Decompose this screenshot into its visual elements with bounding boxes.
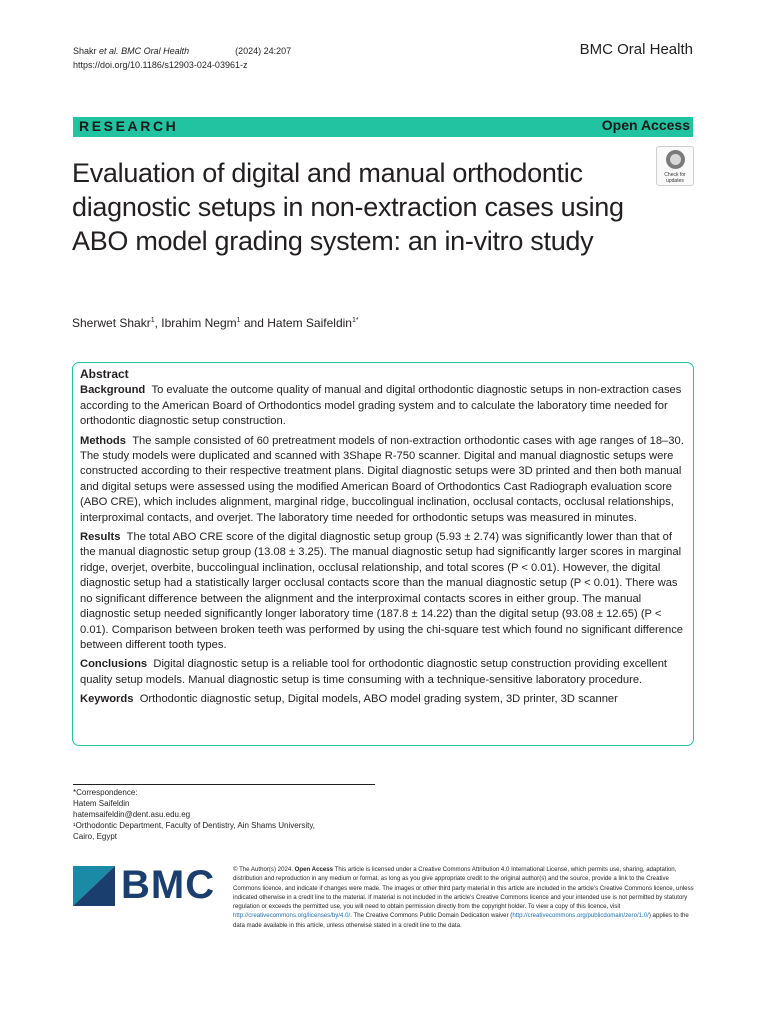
abstract-keywords: Keywords Orthodontic diagnostic setup, Digital models, ABO model grading system, 3D printer, 3D scanner [80, 693, 618, 706]
running-header-citation [73, 44, 291, 72]
bmc-logo-text: BMC [121, 863, 216, 907]
abstract-results: Results The total ABO CRE score of the digital diagnostic setup group (5.93 ± 2.74) was significantly lower than that of the manual diagnostic setup group (13.08 ± 3.25). The manual diagnostic setup had significantly larger scores in marginal ridge, overjet, overbite, buccolingual inclination, occlusal relationship, and total scores (P < 0.01). However, the digital diagnostic setup had a statistically larger occlusal contacts score than the manual diagnostic setup (P < 0.01). There was no significant difference between the alignment and the interproximal contacts scores in either group. The manual diagnostic setup needed significantly longer laboratory time (187.8 ± 14.22) than the digital setup (93.08 ± 12.65) (P < 0.01). Comparison between broken teeth was performed by using the chi-square test which found no significant difference between different tooth types. [80, 531, 684, 651]
author-name: Hatem Saifeldin [267, 316, 352, 330]
check-updates-line1: Check for [664, 172, 686, 178]
author-name: Ibrahim Negm [161, 316, 237, 330]
citation-journal: BMC Oral Health [121, 46, 190, 56]
affiliation-line2: Cairo, Egypt [73, 832, 118, 841]
correspondence-label: *Correspondence: [73, 788, 138, 797]
public-domain-link[interactable]: http://creativecommons.org/publicdomain/zero/1.0/ [512, 912, 649, 920]
open-access-label: Open Access [601, 117, 690, 133]
abstract-background: Background To evaluate the outcome quality of manual and digital orthodontic diagnostic setups in non-extraction cases according to the American Board of Orthodontics model grading system and to calculate the laboratory time needed for orthodontic diagnostic setup construction. [80, 384, 682, 428]
citation-author: Shakr [73, 46, 97, 56]
correspondence-email[interactable]: hatemsaifeldin@dent.asu.edu.eg [73, 810, 191, 819]
affiliation-line1: ¹Orthodontic Department, Faculty of Dentistry, Ain Shams University, [73, 821, 316, 830]
license-link[interactable]: http://creativecommons.org/licenses/by/4.0/ [233, 912, 351, 920]
check-updates-line2: updates [666, 178, 684, 184]
author-affiliation: 1* [351, 317, 359, 324]
citation-etal: et al. [99, 46, 119, 56]
abstract-conclusions: Conclusions Digital diagnostic setup is a reliable tool for orthodontic diagnostic setup construction providing excellent quality setup models. Manual diagnostic setup is time consuming with a technique-sensitive laboratory procedure. [80, 658, 668, 686]
article-type-label: RESEARCH [79, 118, 179, 134]
footnote-divider [73, 784, 375, 785]
author-list: Sherwet Shakr$^1$, Ibrahim Negm$^1$ and Hatem Saifeldin$^{1*}$ [72, 316, 359, 330]
bmc-logo [73, 863, 216, 907]
check-for-updates-icon [666, 150, 685, 169]
journal-name: BMC Oral Health [579, 41, 693, 58]
author-affiliation: 1 [150, 317, 155, 324]
check-for-updates-badge[interactable] [656, 146, 694, 186]
doi-link[interactable]: https://doi.org/10.1186/s12903-024-03961-z [73, 60, 248, 70]
correspondence-footnote [73, 787, 315, 842]
abstract [80, 367, 686, 712]
correspondence-name: Hatem Saifeldin [73, 799, 130, 808]
research-banner [73, 117, 693, 137]
author-affiliation: 1 [236, 317, 241, 324]
article-title: Evaluation of digital and manual orthodontic diagnostic setups in non-extraction cases using ABO model grading system: an in-vitro study [72, 158, 624, 256]
abstract-methods: Methods The sample consisted of 60 pretreatment models of non-extraction orthodontic cases with age ranges of 18–30. The study models were duplicated and scanned with 3Shape R-750 scanner. Digital and manual diagnostic setups were constructed according to their respective treatment plans. Digital diagnostic setups were 3D printed and then both manual and digital setups were assessed using the modified American Board of Orthodontics Cast Radiograph evaluation score (ABO CRE), which includes alignment, marginal ridge, buccolingual inclination, occlusal contacts, occlusal relationships, interproximal contacts, and overjet. The laboratory time needed for orthodontic setups was measured in minutes. [80, 434, 684, 524]
license-statement: © The Author(s) 2024. Open Access This article is licensed under a Creative Commons Attribution 4.0 International License, which permits use, sharing, adaptation, distribution and reproduction in any medium or format, as long as you give appropriate credit to the original author(s) and the source, provide a link to the Creative Commons licence, and indicate if changes were made. The images or other third party material in this article are included in the article's Creative Commons licence, unless indicated otherwise in a credit line to the material. If material is not included in the article's Creative Commons licence and your intended use is not permitted by statutory regulation or exceeds the permitted use, you will need to obtain permission directly from the copyright holder. To view a copy of this licence, visit http://creativecommons.org/licenses/by/4.0/. The Creative Commons Public Domain Dedication waiver (http://creativecommons.org/publicdomain/zero/1.0/) applies to the data made available in this article, unless otherwise stated in a credit line to the data. [233, 866, 694, 929]
author-name: Sherwet Shakr [72, 316, 151, 330]
abstract-heading: Abstract [80, 367, 129, 381]
citation-year: (2024) 24:207 [235, 46, 292, 56]
bmc-logo-icon [73, 866, 115, 906]
